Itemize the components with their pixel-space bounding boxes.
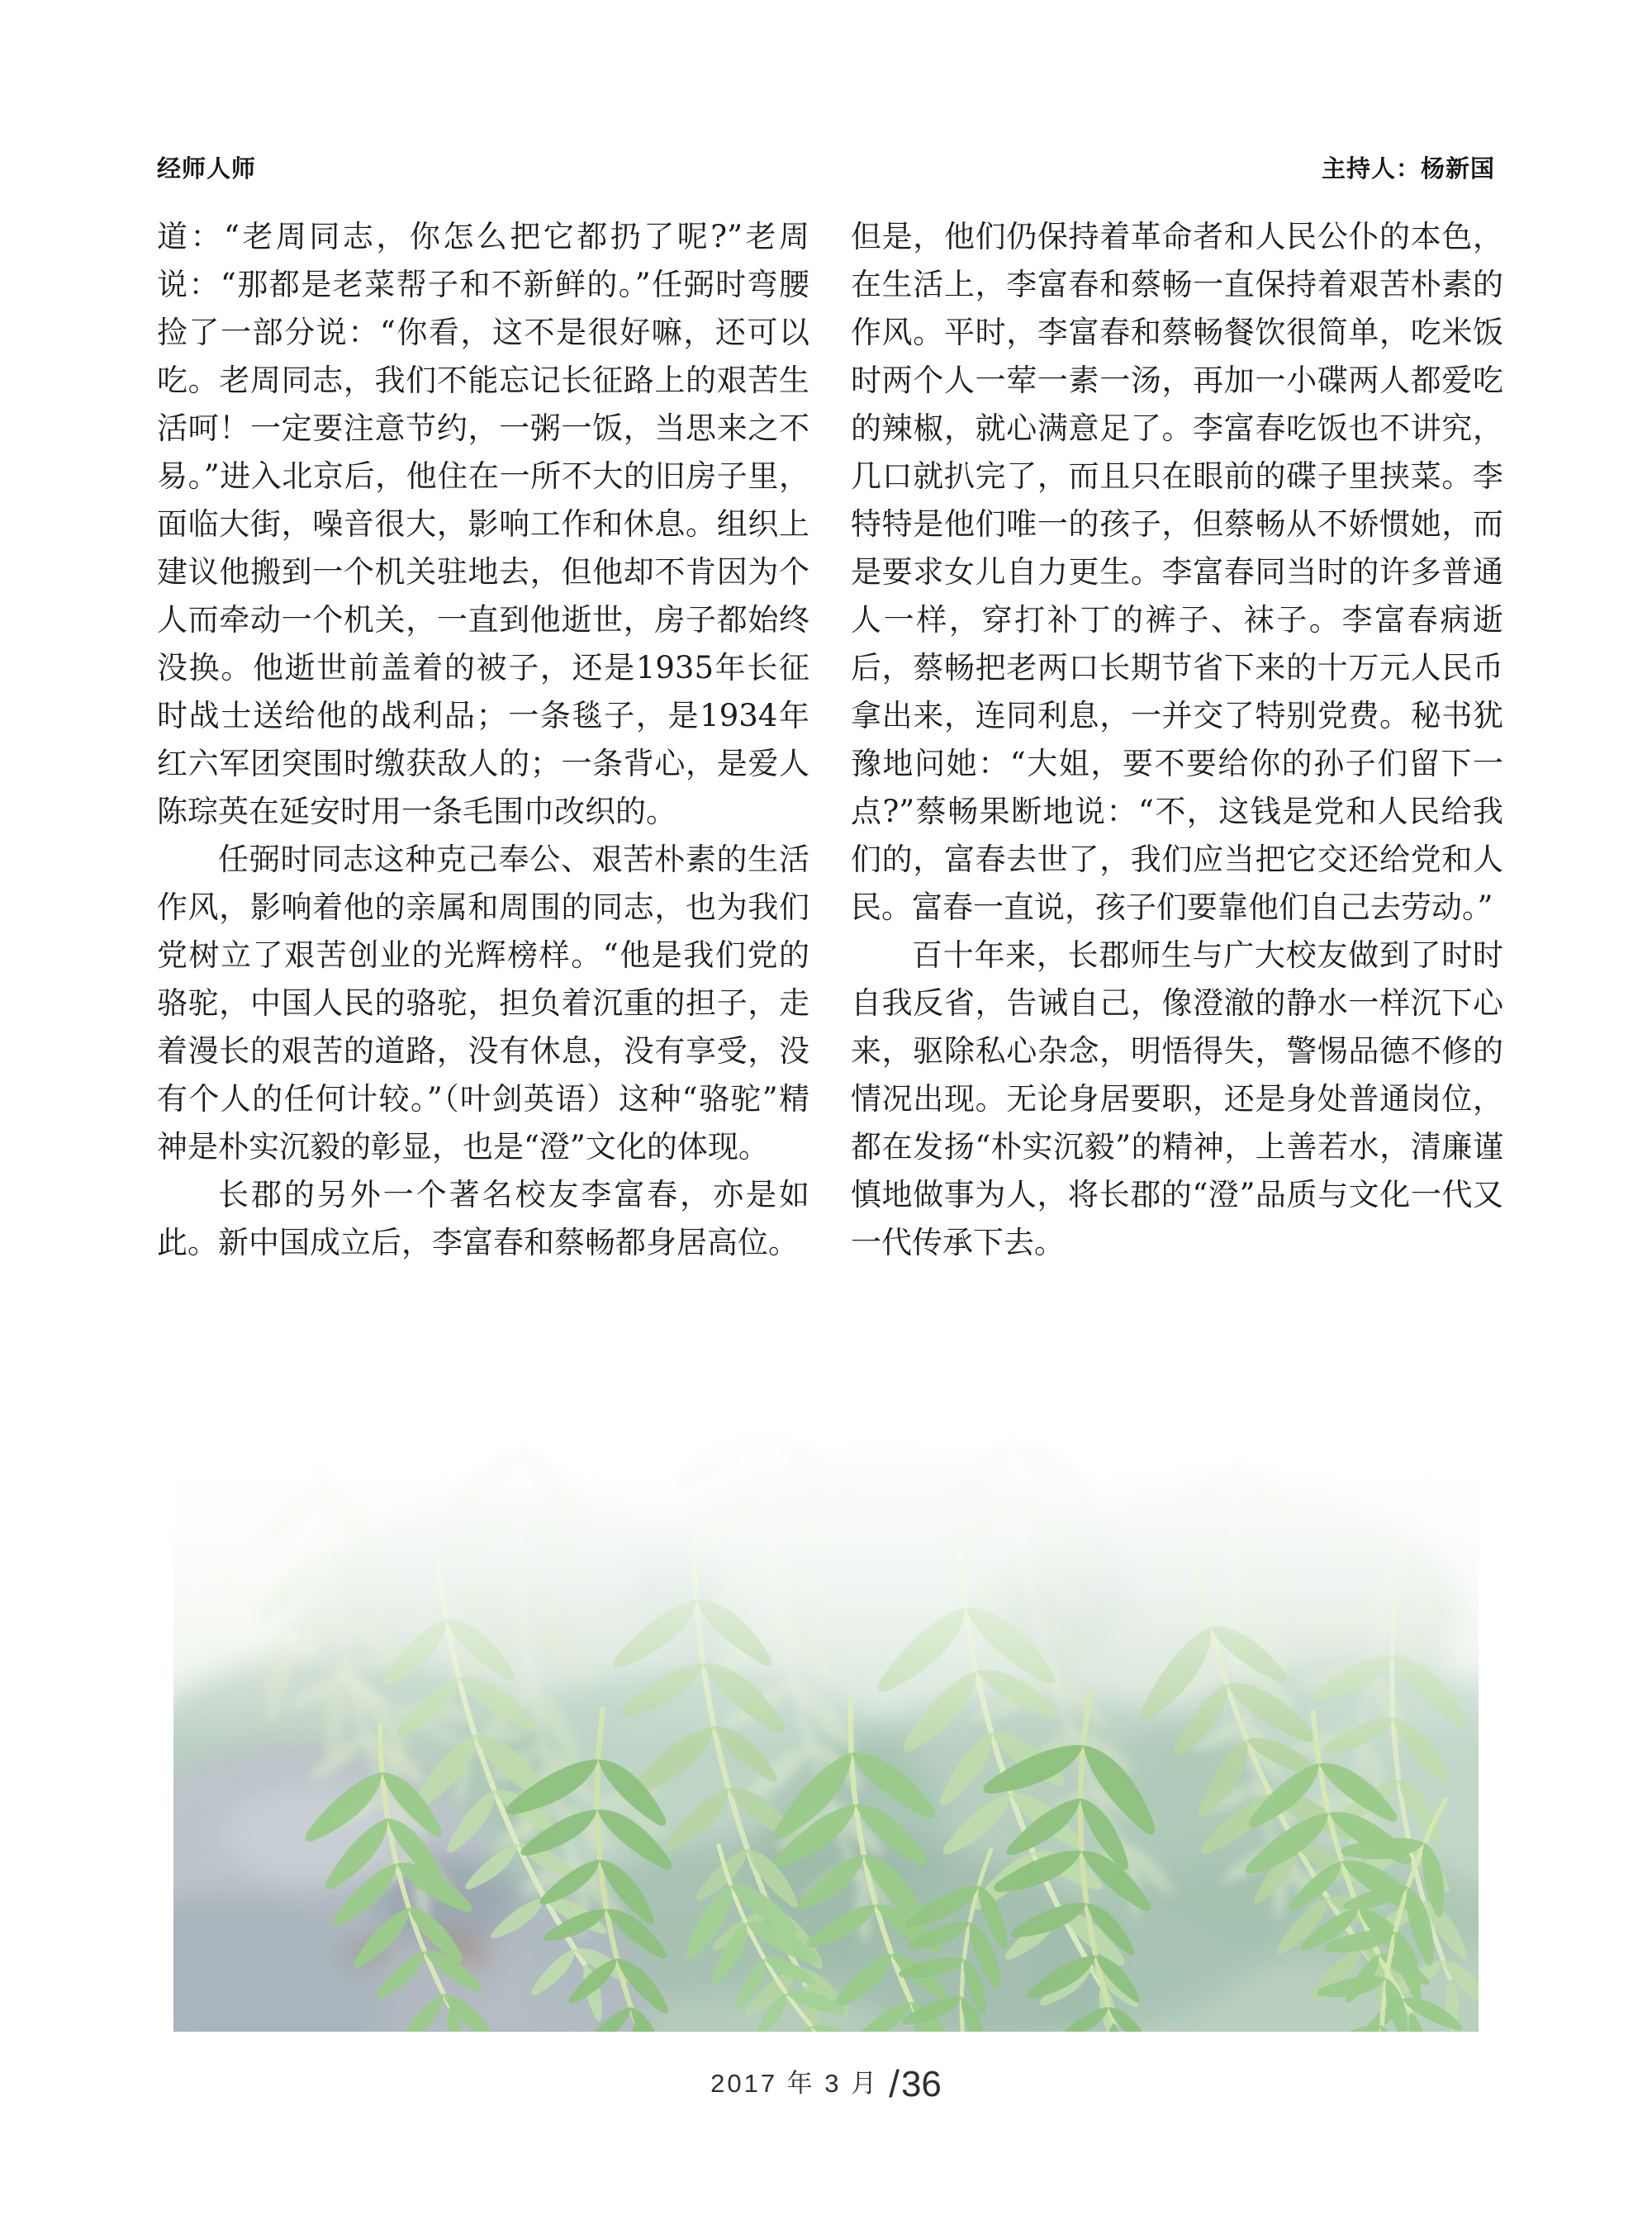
wash-overlay (173, 1369, 1479, 2032)
footer-slash: / (889, 2062, 900, 2105)
right-column (851, 213, 1503, 1267)
paragraph: 百十年来，长郡师生与广大校友做到了时时自我反省，告诫自己，像澄澈的静水一样沉下心来，驱除私心杂念，明悟得失，警惕品德不修的情况出现。无论身居要职，还是身处普通岗位，都在发扬“朴实沉毅”的精神，上善若水，清廉谨慎地做事为人，将长郡的“澄”品质与文化一代又一代传承下去。 (851, 937, 1503, 1260)
leaves-photo (173, 1369, 1479, 2032)
page-footer (0, 2061, 1652, 2106)
footer-date: 2017 年 3 月 (710, 2069, 880, 2098)
paragraph: 道：“老周同志，你怎么把它都扔了呢?”老周说：“那都是老菜帮子和不新鲜的。”任弼时弯腰捡了一部分说：“你看，这不是很好嘛，还可以吃。老周同志，我们不能忘记长征路上的艰苦生活呵！一定要注意节约，一粥一饭，当思来之不易。”进入北京后，他住在一所不大的旧房子里，面临大街，噪音很大，影响工作和休息。组织上建议他搬到一个机关驻地去，但他却不肯因为个人而牵动一个机关，一直到他逝世，房子都始终没换。他逝世前盖着的被子，还是1935年长征时战士送给他的战利品；一条毯子，是1934年红六军团突围时缴获敌人的；一条背心，是爱人陈琮英在延安时用一条毛围巾改织的。 (157, 219, 809, 829)
paragraph: 但是，他们仍保持着革命者和人民公仆的本色，在生活上，李富春和蔡畅一直保持着艰苦朴素的作风。平时，李富春和蔡畅餐饮很简单，吃米饭时两个人一荤一素一汤，再加一小碟两人都爱吃的辣椒，就心满意足了。李富春吃饭也不讲究，几口就扒完了，而且只在眼前的碟子里挟菜。李特特是他们唯一的孩子，但蔡畅从不娇惯她，而是要求女儿自力更生。李富春同当时的许多普通人一样，穿打补丁的裤子、袜子。李富春病逝后，蔡畅把老两口长期节省下来的十万元人民币拿出来，连同利息，一并交了特别党费。秘书犹豫地问她：“大姐，要不要给你的孙子们留下一点?”蔡畅果断地说：“不，这钱是党和人民给我们的，富春去世了，我们应当把它交还给党和人民。富春一直说，孩子们要靠他们自己去劳动。” (851, 219, 1503, 925)
host-name: 主持人：杨新国 (1321, 154, 1495, 183)
leaves-photo-svg (173, 1369, 1479, 2032)
left-column (157, 213, 809, 1267)
page-header (157, 150, 1495, 184)
article-body (157, 213, 1503, 1267)
paragraph: 长郡的另外一个著名校友李富春，亦是如此。新中国成立后，李富春和蔡畅都身居高位。 (157, 1177, 809, 1260)
paragraph: 任弼时同志这种克己奉公、艰苦朴素的生活作风，影响着他的亲属和周围的同志，也为我们党树立了艰苦创业的光辉榜样。“他是我们党的骆驼，中国人民的骆驼，担负着沉重的担子，走着漫长的艰苦的道路，没有休息，没有享受，没有个人的任何计较。”（叶剑英语）这种“骆驼”精神是朴实沉毅的彰显，也是“澄”文化的体现。 (157, 842, 809, 1165)
page-number: 36 (900, 2064, 942, 2104)
section-title: 经师人师 (157, 154, 257, 183)
